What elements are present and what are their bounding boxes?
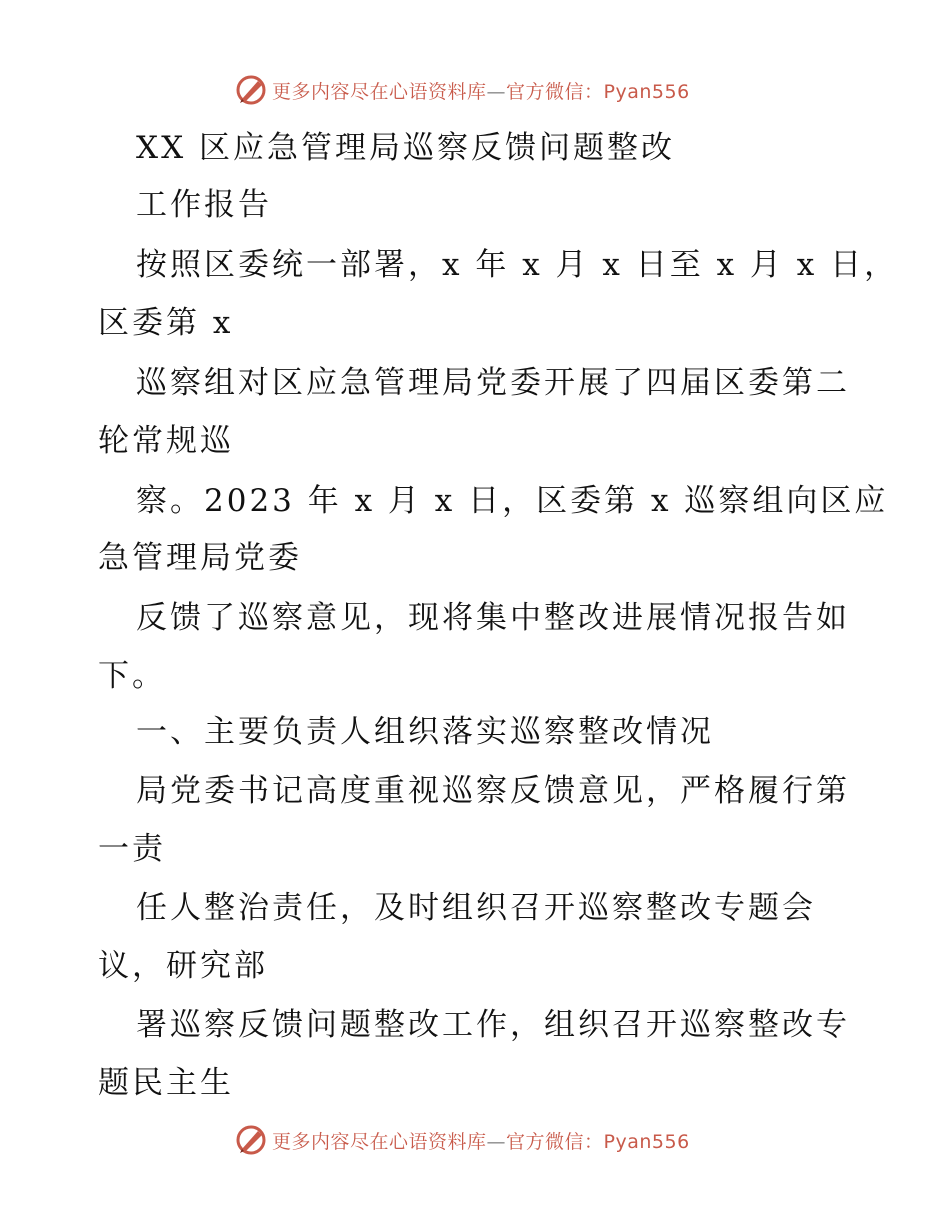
paragraph-line: 下。	[98, 658, 166, 694]
watermark-main: 更多内容尽在心语资料库	[272, 80, 487, 103]
paragraph-line: 任人整治责任，及时组织召开巡察整改专题会	[136, 890, 816, 926]
section-heading: 一、主要负责人组织落实巡察整改情况	[136, 714, 714, 750]
paragraph-line: 反馈了巡察意见，现将集中整改进展情况报告如	[136, 600, 850, 636]
watermark-id: Pyan556	[603, 1130, 690, 1153]
paragraph-line: 署巡察反馈问题整改工作，组织召开巡察整改专	[136, 1007, 850, 1043]
watermark-id: Pyan556	[603, 80, 690, 103]
paragraph-line: 题民主生	[98, 1065, 234, 1101]
watermark-separator: —	[486, 80, 507, 103]
watermark-separator: —	[486, 1130, 507, 1153]
document-title: XX 区应急管理局巡察反馈问题整改	[136, 130, 675, 166]
paragraph-line: 察。2023 年 x 月 x 日，区委第 x 巡察组向区应	[136, 483, 889, 519]
paragraph-line: 一责	[98, 831, 166, 867]
watermark-text	[272, 1127, 690, 1154]
paragraph-line: 按照区委统一部署，x 年 x 月 x 日至 x 月 x 日，	[136, 247, 899, 283]
pen-logo-icon	[234, 1123, 268, 1157]
paragraph-line: 局党委书记高度重视巡察反馈意见，严格履行第	[136, 773, 850, 809]
watermark-text	[272, 77, 690, 104]
paragraph-line: 区委第 x	[98, 305, 234, 341]
pen-logo-icon	[234, 73, 268, 107]
watermark-main: 更多内容尽在心语资料库	[272, 1130, 487, 1153]
paragraph-line: 轮常规巡	[98, 423, 234, 459]
watermark-label: 官方微信：	[506, 80, 604, 103]
paragraph-line: 议，研究部	[98, 948, 268, 984]
paragraph-line: 巡察组对区应急管理局党委开展了四届区委第二	[136, 365, 850, 401]
document-title-continued: 工作报告	[136, 187, 272, 223]
watermark-label: 官方微信：	[506, 1130, 604, 1153]
paragraph-line: 急管理局党委	[98, 540, 302, 576]
watermark-header	[234, 72, 690, 108]
watermark-footer	[234, 1122, 690, 1158]
